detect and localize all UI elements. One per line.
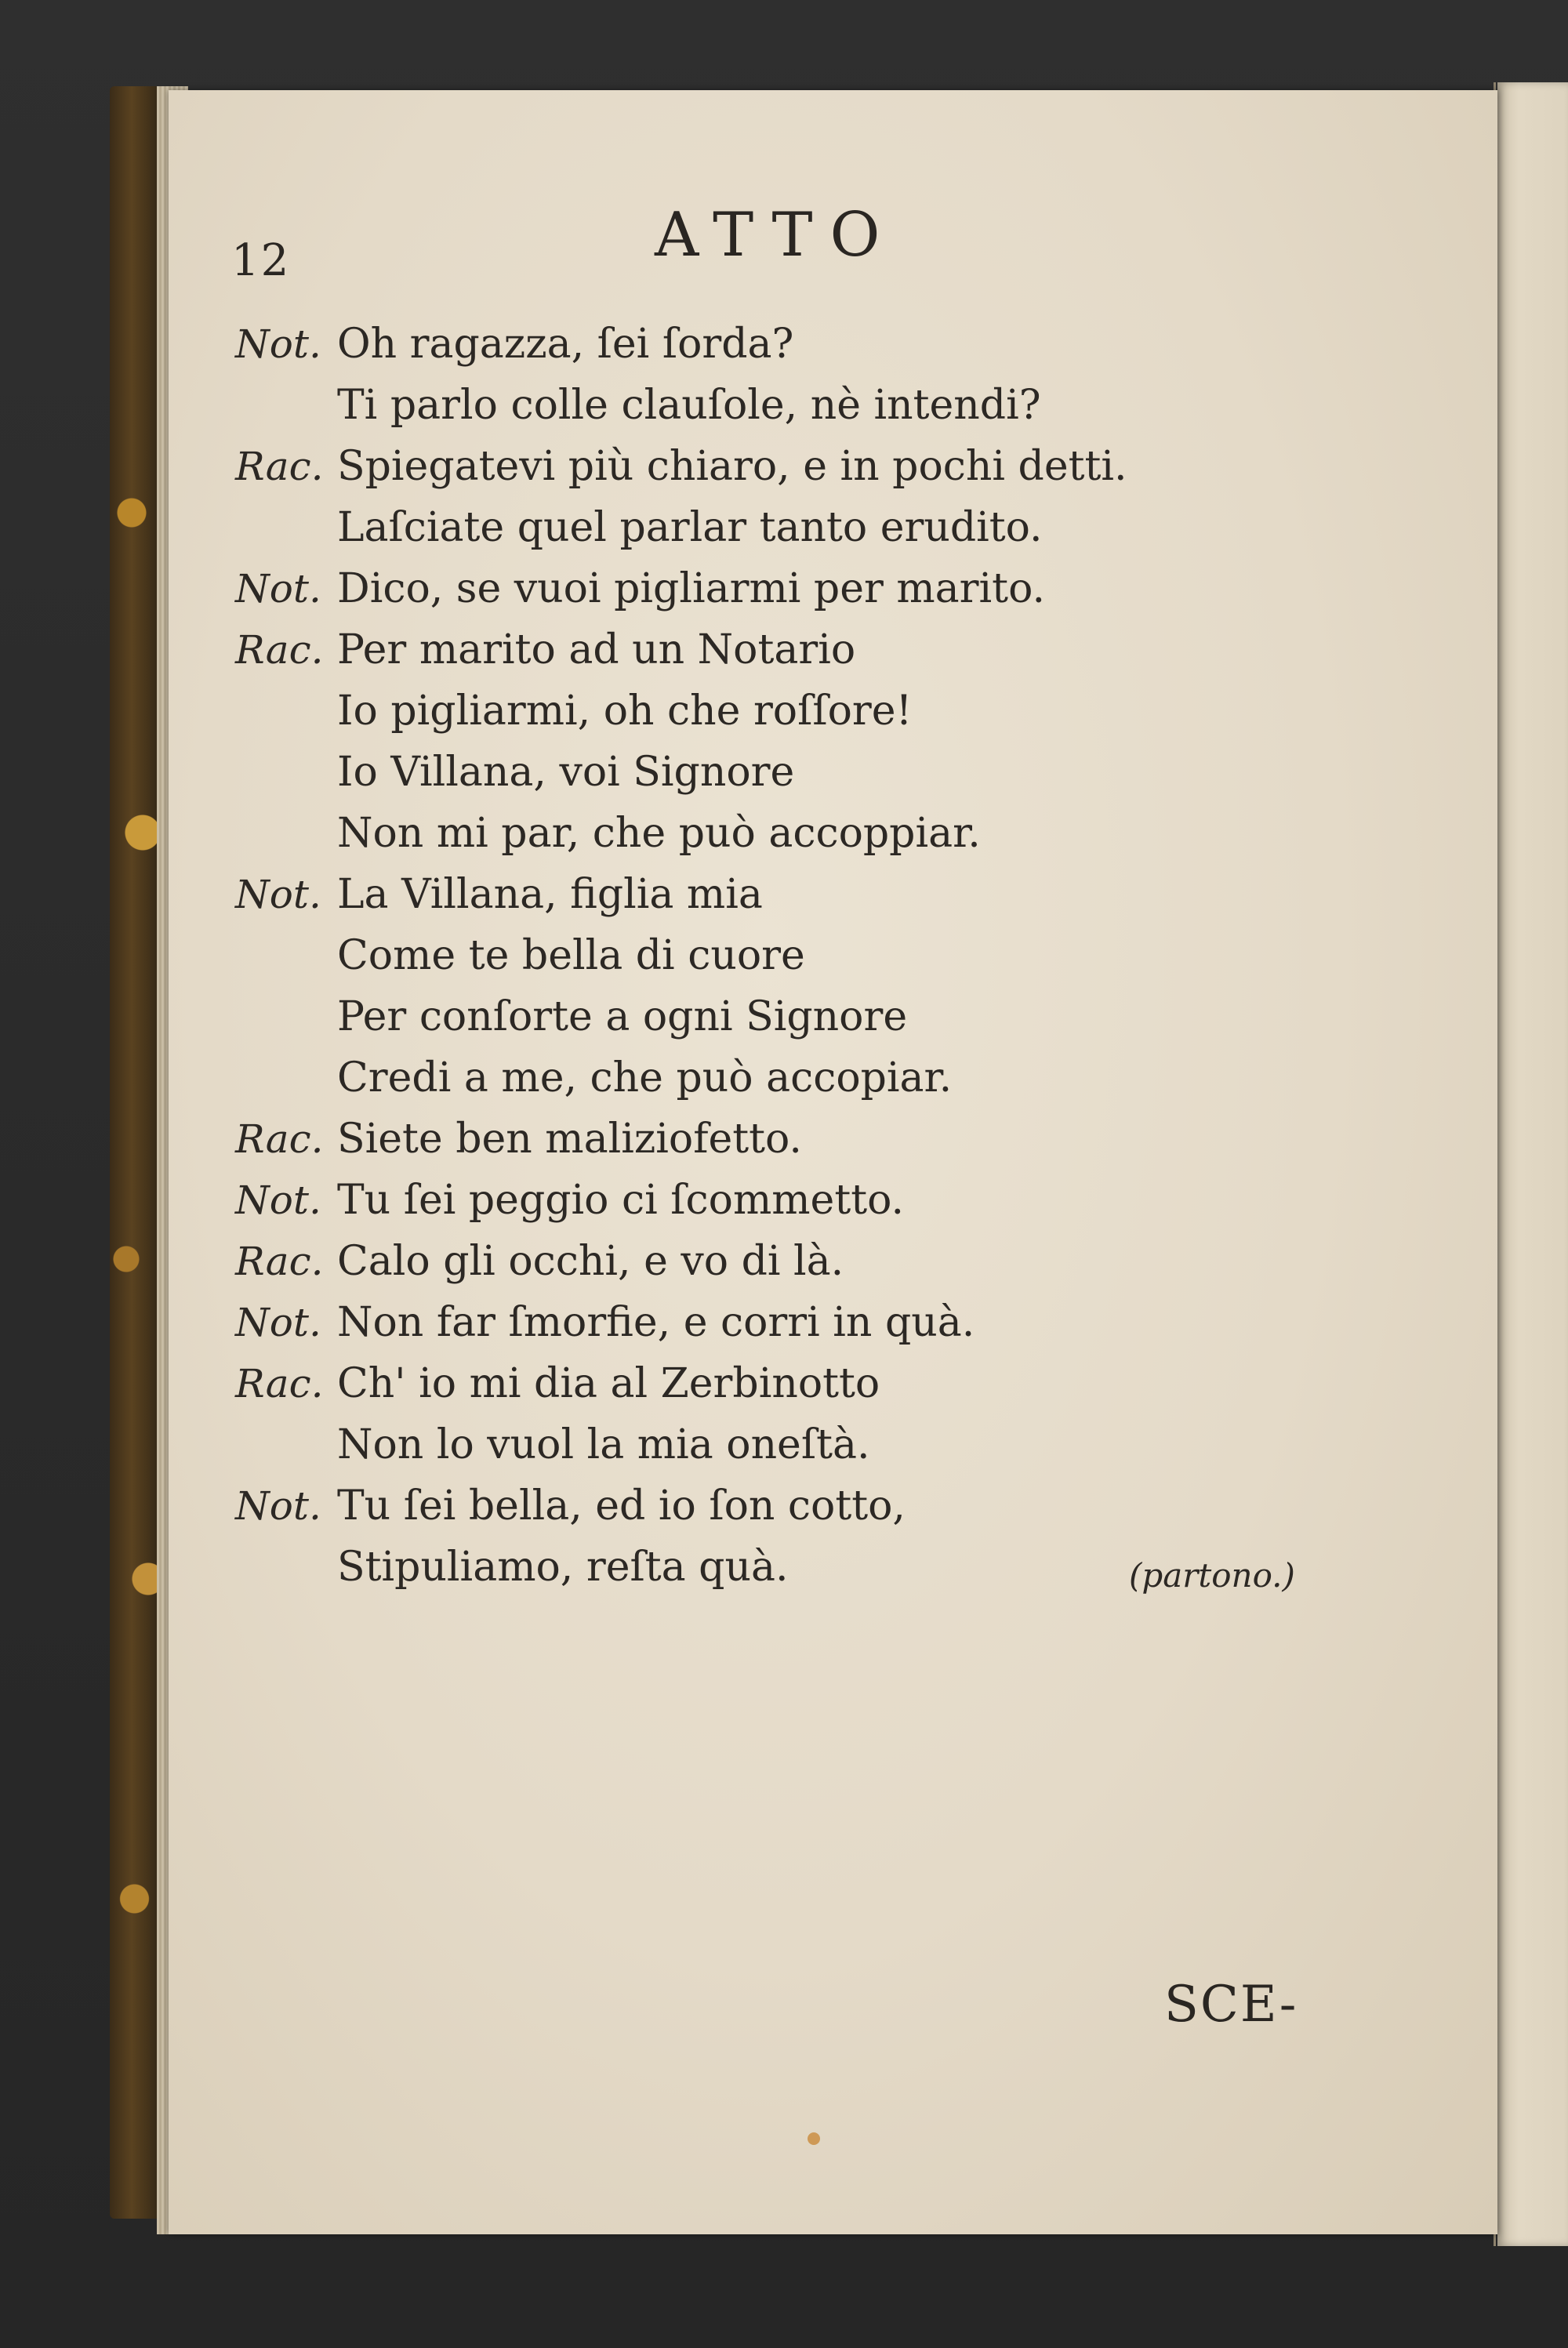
verse-text: Io pigliarmi, oh che roſſore!	[337, 688, 913, 735]
verse-text: Per marito ad un Notario	[337, 626, 856, 673]
dialogue-line	[235, 619, 1372, 680]
verse-text: Tu ſei peggio ci ſcommetto.	[337, 1177, 905, 1224]
speaker-label: Not.	[235, 1483, 321, 1529]
speaker-label: Not.	[235, 1178, 321, 1223]
dialogue-line	[235, 1109, 1372, 1170]
dialogue-line	[235, 680, 1372, 742]
verse-text: La Villana, figlia mia	[337, 871, 763, 918]
verse-text: Dico, se vuoi pigliarmi per marito.	[337, 565, 1045, 612]
dialogue-line	[235, 497, 1372, 558]
page-number: 12	[231, 235, 291, 286]
dialogue-line	[235, 1475, 1372, 1537]
running-title: ATTO	[655, 200, 898, 270]
ink-stain	[808, 2132, 820, 2145]
verse-text: Credi a me, che può accopiar.	[337, 1054, 953, 1101]
dialogue-line	[235, 1047, 1372, 1109]
verse-text: Per conſorte a ogni Signore	[337, 993, 908, 1040]
speaker-label: Rac.	[235, 627, 324, 673]
stage-direction: (partono.)	[1129, 1556, 1295, 1595]
dialogue-line	[235, 742, 1372, 803]
verse-text: Ch' io mi dia al Zerbinotto	[337, 1360, 880, 1407]
dialogue-line	[235, 436, 1372, 497]
dialogue-line	[235, 1353, 1372, 1414]
verse-text: Oh ragazza, ſei ſorda?	[337, 321, 794, 368]
speaker-label: Not.	[235, 1300, 321, 1345]
speaker-label: Rac.	[235, 1116, 324, 1162]
dialogue-line	[235, 314, 1372, 375]
verse-text: Io Villana, voi Signore	[337, 749, 795, 796]
verse-text: Spiegatevi più chiaro, e in pochi detti.	[337, 443, 1127, 490]
speaker-label: Not.	[235, 321, 321, 367]
dialogue-line	[235, 803, 1372, 864]
dialogue-line	[235, 375, 1372, 436]
speaker-label: Not.	[235, 872, 321, 917]
speaker-label: Rac.	[235, 444, 324, 489]
dialogue-text	[235, 314, 1372, 1598]
verse-text: Siete ben maliziofetto.	[337, 1116, 802, 1163]
verse-text: Come te bella di cuore	[337, 932, 805, 979]
dialogue-line	[235, 1170, 1372, 1231]
facing-page-edge	[1497, 82, 1568, 2246]
verse-text: Ti parlo colle clauſole, nè intendi?	[337, 382, 1041, 429]
speaker-label: Rac.	[235, 1361, 324, 1406]
verse-text: Tu ſei bella, ed io ſon cotto,	[337, 1482, 906, 1530]
dialogue-line	[235, 558, 1372, 619]
dialogue-line	[235, 864, 1372, 925]
verse-text: Non mi par, che può accoppiar.	[337, 810, 981, 857]
dialogue-line	[235, 1231, 1372, 1292]
speaker-label: Rac.	[235, 1239, 324, 1284]
dialogue-line	[235, 986, 1372, 1047]
dialogue-line	[235, 1414, 1372, 1475]
speaker-label: Not.	[235, 566, 321, 611]
verse-text: Calo gli occhi, e vo di là.	[337, 1238, 844, 1285]
dialogue-line	[235, 925, 1372, 986]
catchword: SCE-	[1164, 1976, 1298, 2034]
dialogue-line	[235, 1292, 1372, 1353]
verse-text: Stipuliamo, reſta quà.	[337, 1544, 789, 1591]
verse-text: Laſciate quel parlar tanto erudito.	[337, 504, 1043, 551]
verse-text: Non far ſmorfie, e corri in quà.	[337, 1299, 975, 1346]
verse-text: Non lo vuol la mia oneſtà.	[337, 1421, 870, 1468]
